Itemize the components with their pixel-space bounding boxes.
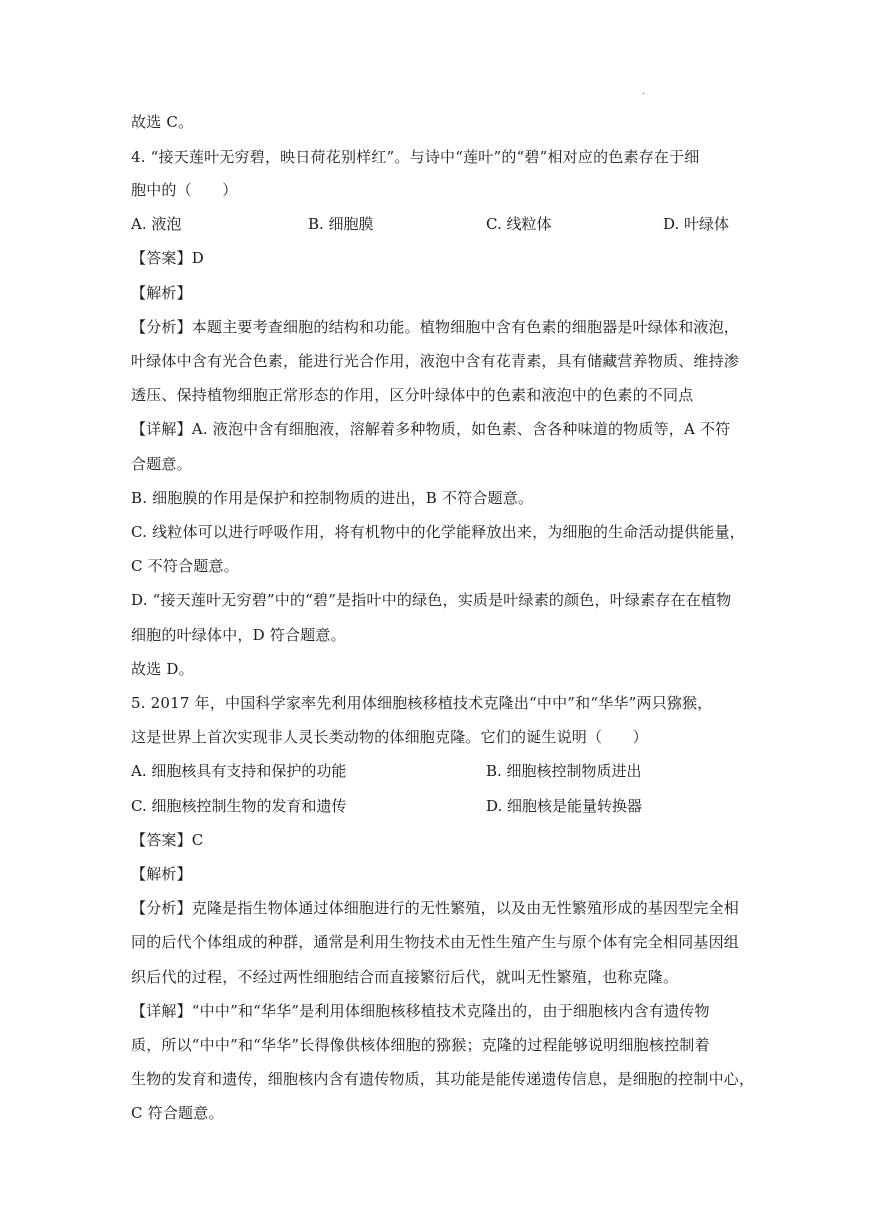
q5-fenxi-line-3: 织后代的过程，不经过两性细胞结合而直接繁衍后代，就叫无性繁殖，也称克隆。 (131, 968, 679, 986)
q5-answer: 【答案】C (131, 831, 204, 849)
q5-xiangjie-line-1: 【详解】“中中”和“华华”是利用体细胞核移植技术克隆出的，由于细胞核内含有遗传物 (131, 1002, 710, 1020)
q4-option-a: A. 液泡 (131, 215, 182, 233)
q5-option-c: C. 细胞核控制生物的发育和遗传 (131, 797, 347, 815)
q5-analysis-title: 【解析】 (131, 865, 192, 883)
page-mark: . (642, 86, 646, 97)
q5-stem-line-2: 这是世界上首次实现非人灵长类动物的体细胞克隆。它们的诞生说明（ ） (131, 728, 648, 746)
q4-explain-d-line-1: D. “接天莲叶无穷碧”中的“碧”是指叶中的绿色，实质是叶绿素的颜色，叶绿素存在在植物 (131, 591, 732, 609)
q4-xiangjie-line-2: 合题意。 (131, 455, 192, 473)
q4-explain-b: B. 细胞膜的作用是保护和控制物质的进出，B 不符合题意。 (131, 489, 534, 507)
q5-xiangjie-line-3: 生物的发育和遗传，细胞核内含有遗传物质，其功能是能传递遗传信息，是细胞的控制中心， (131, 1070, 755, 1088)
q5-stem-line-1: 5. 2017 年，中国科学家率先利用体细胞核移植技术克隆出“中中”和“华华”两只猕猴， (131, 694, 713, 712)
q4-option-c: C. 线粒体 (486, 215, 552, 233)
q5-fenxi-line-2: 同的后代个体组成的种群，通常是利用生物技术由无性生殖产生与原个体有完全相同基因组 (131, 933, 740, 951)
q5-xiangjie-line-4: C 符合题意。 (131, 1104, 224, 1122)
previous-answer-conclusion: 故选 C。 (131, 113, 194, 131)
q4-fenxi-line-3: 透压、保持植物细胞正常形态的作用，区分叶绿体中的色素和液泡中的色素的不同点 (131, 386, 694, 404)
q5-option-d: D. 细胞核是能量转换器 (486, 797, 643, 815)
q4-answer: 【答案】D (131, 249, 205, 267)
q4-conclusion: 故选 D。 (131, 660, 194, 678)
q4-option-d: D. 叶绿体 (663, 215, 730, 233)
q4-xiangjie-line-1: 【详解】A. 液泡中含有细胞液，溶解着多种物质，如色素、含各种味道的物质等，A 不符 (131, 420, 731, 438)
q5-option-b: B. 细胞核控制物质进出 (486, 762, 642, 780)
q4-fenxi-line-2: 叶绿体中含有光合色素，能进行光合作用，液泡中含有花青素，具有储藏营养物质、维持渗 (131, 352, 740, 370)
q4-fenxi-line-1: 【分析】本题主要考查细胞的结构和功能。植物细胞中含有色素的细胞器是叶绿体和液泡， (131, 318, 740, 336)
q4-stem-line-1: 4. “接天莲叶无穷碧，映日荷花别样红”。与诗中“莲叶”的“碧”相对应的色素存在于细 (131, 148, 700, 166)
q4-analysis-title: 【解析】 (131, 284, 192, 302)
q5-xiangjie-line-2: 质，所以“中中”和“华华”长得像供核体细胞的猕猴；克隆的过程能够说明细胞核控制着 (131, 1036, 710, 1054)
q4-explain-c-line-1: C. 线粒体可以进行呼吸作用，将有机物中的化学能释放出来，为细胞的生命活动提供能量， (131, 523, 745, 541)
q4-option-b: B. 细胞膜 (308, 215, 374, 233)
q4-explain-d-line-2: 细胞的叶绿体中，D 符合题意。 (131, 626, 346, 644)
q5-fenxi-line-1: 【分析】克隆是指生物体通过体细胞进行的无性繁殖，以及由无性繁殖形成的基因型完全相 (131, 899, 740, 917)
q4-explain-c-line-2: C 不符合题意。 (131, 557, 239, 575)
q5-option-a: A. 细胞核具有支持和保护的功能 (131, 762, 347, 780)
q4-stem-line-2: 胞中的（ ） (131, 181, 238, 199)
